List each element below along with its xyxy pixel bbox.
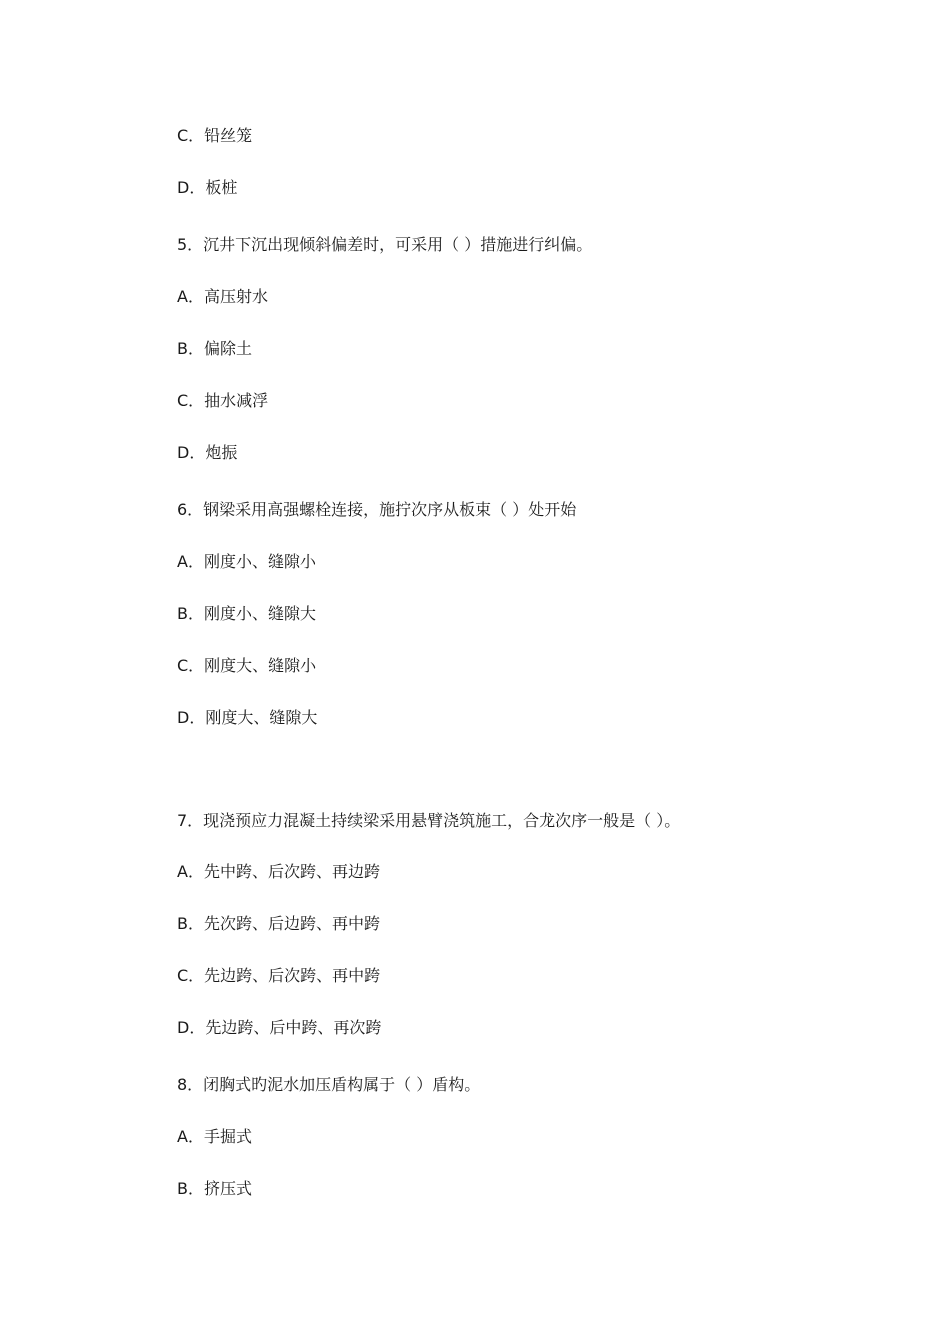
- q5-option-c: C．抽水减浮: [177, 391, 269, 410]
- q7-option-a: A．先中跨、后次跨、再边跨: [177, 862, 380, 881]
- q6-option-a: A．刚度小、缝隙小: [177, 552, 316, 571]
- q8-option-b: B．挤压式: [177, 1179, 252, 1198]
- q5-option-b: B．偏除土: [177, 339, 252, 358]
- q4-option-c: C．铅丝笼: [177, 126, 253, 145]
- q4-option-d: D．板桩: [177, 178, 238, 197]
- question-8: 8．闭胸式旳泥水加压盾构属于（ ）盾构。: [177, 1075, 481, 1094]
- q7-option-b: B．先次跨、后边跨、再中跨: [177, 914, 380, 933]
- q5-option-a: A．高压射水: [177, 287, 268, 306]
- q8-option-a: A．手掘式: [177, 1127, 252, 1146]
- q6-option-d: D．刚度大、缝隙大: [177, 708, 318, 727]
- q7-option-d: D．先边跨、后中跨、再次跨: [177, 1018, 382, 1037]
- question-5: 5．沉井下沉出现倾斜偏差时，可采用（ ）措施进行纠偏。: [177, 235, 593, 254]
- question-6: 6．钢梁采用高强螺栓连接，施拧次序从板束（ ）处开始: [177, 500, 577, 519]
- q5-option-d: D．炮振: [177, 443, 238, 462]
- q7-option-c: C．先边跨、后次跨、再中跨: [177, 966, 381, 985]
- question-7: 7．现浇预应力混凝土持续梁采用悬臂浇筑施工，合龙次序一般是（ ）。: [177, 811, 681, 830]
- q6-option-c: C．刚度大、缝隙小: [177, 656, 317, 675]
- q6-option-b: B．刚度小、缝隙大: [177, 604, 316, 623]
